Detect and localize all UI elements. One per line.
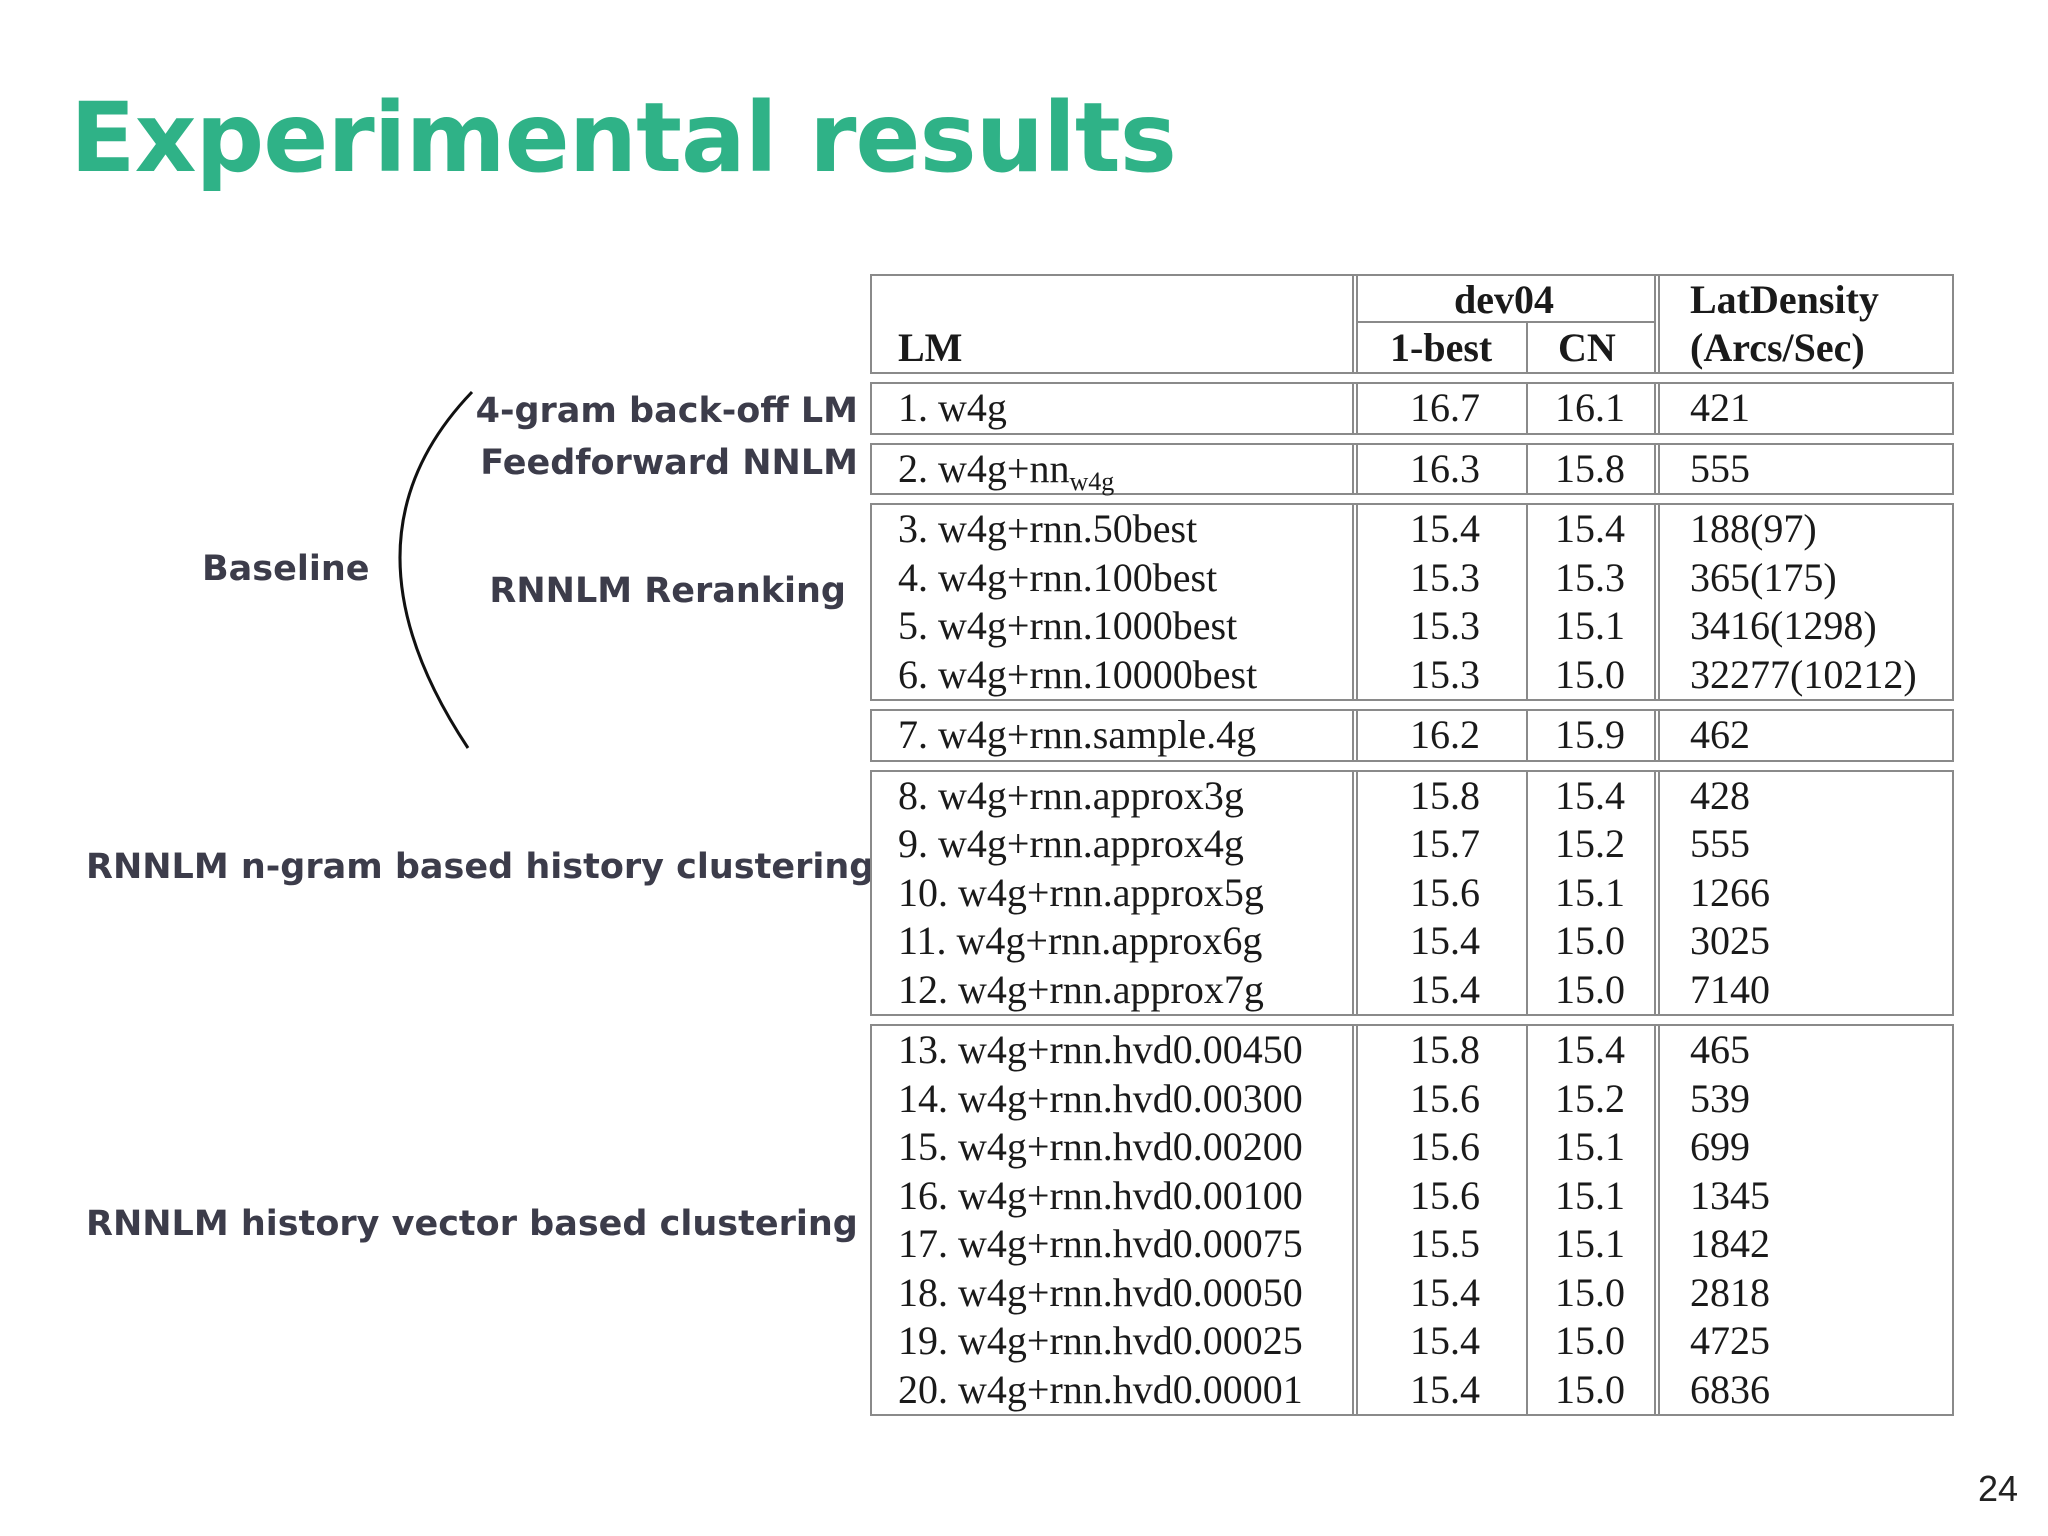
cell-lm-text: 15. w4g+rnn.hvd0.00200 xyxy=(898,1124,1303,1169)
cell-lm xyxy=(898,602,1237,651)
cell-1best: 15.6 xyxy=(1410,1075,1480,1121)
baseline-label: Baseline xyxy=(202,549,370,589)
cell-lm-text: 4. w4g+rnn.100best xyxy=(898,554,1218,600)
cell-cn: 15.1 xyxy=(1555,1124,1625,1169)
cell-lm xyxy=(898,1172,1303,1221)
header-arcs-per-sec: (Arcs/Sec) xyxy=(1690,325,1865,370)
cell-1best: 15.4 xyxy=(1410,1366,1480,1412)
cell-cn: 15.0 xyxy=(1555,918,1625,963)
table-group xyxy=(870,709,1954,762)
cell-1best: 15.4 xyxy=(1410,506,1480,551)
page-number: 24 xyxy=(1977,1468,2018,1509)
table-row xyxy=(872,711,1952,760)
cell-cn: 16.1 xyxy=(1555,385,1625,430)
cell-lm-text: 1. w4g xyxy=(898,385,1007,430)
cell-cn: 15.2 xyxy=(1555,1075,1625,1121)
cell-lm xyxy=(898,1075,1303,1124)
slide-title: Experimental results xyxy=(70,82,1176,194)
cell-lm xyxy=(898,445,1114,494)
table-row xyxy=(872,966,1952,1015)
cell-latdensity: 428 xyxy=(1690,772,1750,818)
cell-latdensity: 555 xyxy=(1690,445,1750,491)
cell-lm xyxy=(898,917,1262,966)
header-lm: LM xyxy=(898,325,963,370)
cell-lm xyxy=(898,554,1217,603)
cell-lm-text: 2. w4g+nn xyxy=(898,445,1070,491)
table-row xyxy=(872,917,1952,966)
cell-lm xyxy=(898,869,1264,918)
table-group xyxy=(870,503,1954,701)
table-row xyxy=(872,1172,1952,1221)
cell-lm-text: 14. w4g+rnn.hvd0.00300 xyxy=(898,1075,1303,1121)
table-group xyxy=(870,770,1954,1017)
table-header xyxy=(870,274,1954,374)
cell-lm-text: 12. w4g+rnn.approx7g xyxy=(898,966,1264,1012)
cell-1best: 15.4 xyxy=(1410,918,1480,963)
cell-lm-text: 5. w4g+rnn.1000best xyxy=(898,603,1238,648)
cell-latdensity: 2818 xyxy=(1690,1269,1770,1315)
cell-1best: 15.3 xyxy=(1410,651,1480,697)
cell-latdensity: 539 xyxy=(1690,1075,1750,1121)
cell-cn: 15.0 xyxy=(1555,966,1625,1012)
cell-latdensity: 6836 xyxy=(1690,1366,1770,1412)
cell-1best: 16.3 xyxy=(1410,445,1480,491)
table-group xyxy=(870,1024,1954,1416)
cell-1best: 15.4 xyxy=(1410,966,1480,1012)
table-body xyxy=(870,382,1954,1416)
cell-cn: 15.4 xyxy=(1555,506,1625,551)
cell-cn: 15.0 xyxy=(1555,1269,1625,1315)
cell-cn: 15.1 xyxy=(1555,869,1625,915)
cell-1best: 15.6 xyxy=(1410,1172,1480,1218)
table-row xyxy=(872,1026,1952,1075)
cell-latdensity: 3025 xyxy=(1690,918,1770,963)
table-row xyxy=(872,554,1952,603)
cell-lm-text: 17. w4g+rnn.hvd0.00075 xyxy=(898,1221,1303,1266)
reranking-label: RNNLM Reranking xyxy=(489,571,846,611)
vector-clustering-label: RNNLM history vector based clustering xyxy=(86,1204,858,1244)
table-row xyxy=(872,505,1952,554)
table-row xyxy=(872,820,1952,869)
cell-1best: 15.8 xyxy=(1410,772,1480,818)
table-row xyxy=(872,1123,1952,1172)
cell-lm-text: 20. w4g+rnn.hvd0.00001 xyxy=(898,1366,1303,1412)
table-row xyxy=(872,1220,1952,1269)
cell-cn: 15.0 xyxy=(1555,1318,1625,1363)
cell-lm xyxy=(898,384,1007,433)
cell-1best: 15.8 xyxy=(1410,1027,1480,1072)
cell-cn: 15.4 xyxy=(1555,772,1625,818)
cell-lm xyxy=(898,1123,1303,1172)
cell-lm xyxy=(898,1220,1303,1269)
table-group xyxy=(870,382,1954,435)
cell-lm-text: 3. w4g+rnn.50best xyxy=(898,506,1198,551)
cell-lm xyxy=(898,772,1244,821)
header-dev04: dev04 xyxy=(1454,277,1554,322)
cell-lm xyxy=(898,1269,1303,1318)
cell-cn: 15.0 xyxy=(1555,1366,1625,1412)
cell-latdensity: 32277(10212) xyxy=(1690,651,1917,697)
results-table xyxy=(870,274,1954,1424)
cell-latdensity: 3416(1298) xyxy=(1690,603,1877,648)
cell-lm-subscript: w4g xyxy=(1069,466,1115,496)
cell-lm xyxy=(898,820,1244,869)
header-cn: CN xyxy=(1558,325,1616,370)
cell-1best: 15.6 xyxy=(1410,869,1480,915)
cell-cn: 15.2 xyxy=(1555,821,1625,866)
table-row xyxy=(872,1075,1952,1124)
table-row xyxy=(872,869,1952,918)
table-row xyxy=(872,602,1952,651)
cell-1best: 16.7 xyxy=(1410,385,1480,430)
cell-cn: 15.1 xyxy=(1555,603,1625,648)
cell-lm-text: 8. w4g+rnn.approx3g xyxy=(898,772,1244,818)
cell-lm-text: 11. w4g+rnn.approx6g xyxy=(898,918,1263,963)
cell-latdensity: 1842 xyxy=(1690,1221,1770,1266)
cell-lm-text: 16. w4g+rnn.hvd0.00100 xyxy=(898,1172,1303,1218)
cell-latdensity: 365(175) xyxy=(1690,554,1837,600)
cell-lm-text: 18. w4g+rnn.hvd0.00050 xyxy=(898,1269,1303,1315)
cell-1best: 15.7 xyxy=(1410,821,1480,866)
table-row xyxy=(872,1366,1952,1415)
cell-latdensity: 1266 xyxy=(1690,869,1770,915)
cell-latdensity: 1345 xyxy=(1690,1172,1770,1218)
cell-cn: 15.1 xyxy=(1555,1172,1625,1218)
cell-latdensity: 4725 xyxy=(1690,1318,1770,1363)
cell-lm-text: 7. w4g+rnn.sample.4g xyxy=(898,712,1257,757)
cell-1best: 15.4 xyxy=(1410,1269,1480,1315)
table-row xyxy=(872,651,1952,700)
cell-lm-text: 9. w4g+rnn.approx4g xyxy=(898,821,1244,866)
cell-cn: 15.1 xyxy=(1555,1221,1625,1266)
cell-1best: 15.3 xyxy=(1410,603,1480,648)
backoff-label: 4-gram back-off LM xyxy=(475,391,858,431)
cell-lm xyxy=(898,1366,1303,1415)
cell-lm xyxy=(898,966,1264,1015)
table-row xyxy=(872,1317,1952,1366)
table-row xyxy=(872,445,1952,494)
cell-lm xyxy=(898,505,1197,554)
cell-latdensity: 699 xyxy=(1690,1124,1750,1169)
cell-lm-text: 13. w4g+rnn.hvd0.00450 xyxy=(898,1027,1303,1072)
cell-lm xyxy=(898,711,1256,760)
cell-cn: 15.4 xyxy=(1555,1027,1625,1072)
cell-1best: 16.2 xyxy=(1410,712,1480,757)
table-row xyxy=(872,772,1952,821)
cell-latdensity: 188(97) xyxy=(1690,506,1817,551)
cell-lm xyxy=(898,651,1257,700)
table-group xyxy=(870,443,1954,496)
table-row xyxy=(872,384,1952,433)
cell-lm xyxy=(898,1026,1303,1075)
cell-latdensity: 462 xyxy=(1690,712,1750,757)
header-latdensity: LatDensity xyxy=(1690,277,1879,322)
cell-latdensity: 465 xyxy=(1690,1027,1750,1072)
cell-1best: 15.6 xyxy=(1410,1124,1480,1169)
cell-cn: 15.0 xyxy=(1555,651,1625,697)
cell-lm-text: 10. w4g+rnn.approx5g xyxy=(898,869,1264,915)
cell-latdensity: 555 xyxy=(1690,821,1750,866)
table-row xyxy=(872,1269,1952,1318)
cell-lm-text: 19. w4g+rnn.hvd0.00025 xyxy=(898,1318,1303,1363)
header-1best: 1-best xyxy=(1390,325,1493,370)
cell-1best: 15.3 xyxy=(1410,554,1480,600)
cell-1best: 15.5 xyxy=(1410,1221,1480,1266)
cell-cn: 15.8 xyxy=(1555,445,1625,491)
feedforward-label: Feedforward NNLM xyxy=(480,443,858,483)
cell-latdensity: 7140 xyxy=(1690,966,1770,1012)
cell-1best: 15.4 xyxy=(1410,1318,1480,1363)
cell-latdensity: 421 xyxy=(1690,385,1750,430)
cell-cn: 15.3 xyxy=(1555,554,1625,600)
ngram-clustering-label: RNNLM n-gram based history clustering xyxy=(86,847,875,887)
cell-cn: 15.9 xyxy=(1555,712,1625,757)
cell-lm xyxy=(898,1317,1303,1366)
cell-lm-text: 6. w4g+rnn.10000best xyxy=(898,651,1258,697)
